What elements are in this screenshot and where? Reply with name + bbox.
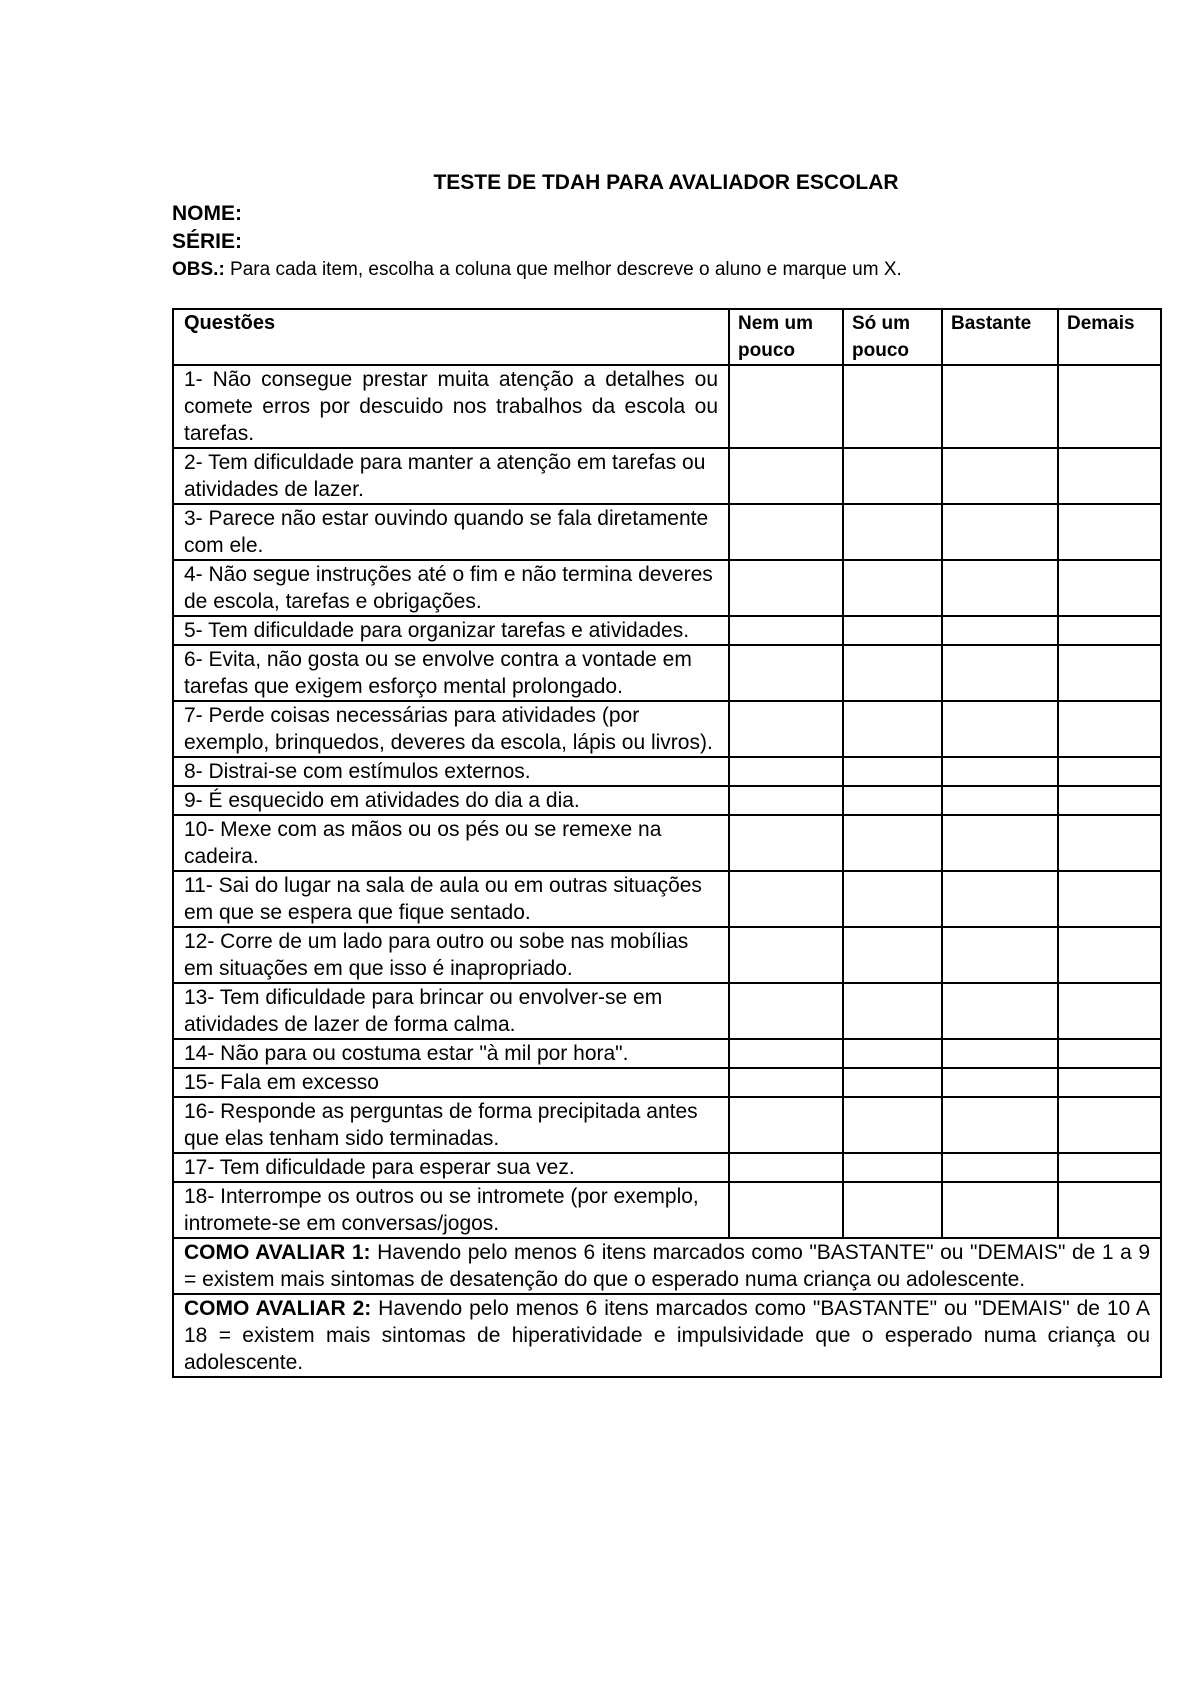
answer-too-much-cell[interactable] — [1058, 1097, 1161, 1153]
column-header-too-much: Demais — [1058, 309, 1161, 365]
table-row — [173, 504, 1161, 560]
table-row — [173, 448, 1161, 504]
answer-a-little-cell[interactable] — [843, 616, 942, 645]
answer-not-at-all-cell[interactable] — [729, 448, 843, 504]
answer-not-at-all-cell[interactable] — [729, 1039, 843, 1068]
evaluation-row-1 — [173, 1238, 1161, 1294]
answer-quite-a-lot-cell[interactable] — [942, 365, 1058, 448]
answer-not-at-all-cell[interactable] — [729, 560, 843, 616]
answer-a-little-cell[interactable] — [843, 927, 942, 983]
answer-quite-a-lot-cell[interactable] — [942, 1039, 1058, 1068]
question-text: 4- Não segue instruções até o fim e não termina deveres de escola, tarefas e obrigações. — [173, 560, 729, 616]
question-text: 12- Corre de um lado para outro ou sobe nas mobílias em situações em que isso é inapropriado. — [173, 927, 729, 983]
table-row — [173, 645, 1161, 701]
answer-too-much-cell[interactable] — [1058, 983, 1161, 1039]
evaluation-row-2 — [173, 1294, 1161, 1377]
answer-quite-a-lot-cell[interactable] — [942, 1182, 1058, 1238]
answer-too-much-cell[interactable] — [1058, 927, 1161, 983]
evaluation-text-1: Havendo pelo menos 6 itens marcados como "BASTANTE" ou "DEMAIS" de 1 a 9 = existem mais sintomas de desatenção do que o esperado numa criança ou adolescente. — [184, 1241, 1151, 1291]
evaluation-label-1: COMO AVALIAR 1: — [184, 1241, 371, 1264]
answer-too-much-cell[interactable] — [1058, 645, 1161, 701]
question-text: 1- Não consegue prestar muita atenção a detalhes ou comete erros por descuido nos trabalhos da escola ou tarefas. — [173, 365, 729, 448]
answer-quite-a-lot-cell[interactable] — [942, 1097, 1058, 1153]
column-header-not-at-all: Nem um pouco — [729, 309, 843, 365]
table-row — [173, 1097, 1161, 1153]
answer-not-at-all-cell[interactable] — [729, 1153, 843, 1182]
table-row — [173, 1182, 1161, 1238]
answer-too-much-cell[interactable] — [1058, 1153, 1161, 1182]
table-row — [173, 871, 1161, 927]
document-header — [172, 170, 1160, 282]
table-row — [173, 560, 1161, 616]
answer-not-at-all-cell[interactable] — [729, 616, 843, 645]
evaluation-label-2: COMO AVALIAR 2: — [184, 1297, 372, 1320]
answer-quite-a-lot-cell[interactable] — [942, 927, 1058, 983]
answer-quite-a-lot-cell[interactable] — [942, 1068, 1058, 1097]
page-title: TESTE DE TDAH PARA AVALIADOR ESCOLAR — [433, 171, 899, 194]
answer-quite-a-lot-cell[interactable] — [942, 871, 1058, 927]
answer-a-little-cell[interactable] — [843, 757, 942, 786]
answer-too-much-cell[interactable] — [1058, 815, 1161, 871]
answer-a-little-cell[interactable] — [843, 504, 942, 560]
answer-a-little-cell[interactable] — [843, 448, 942, 504]
answer-too-much-cell[interactable] — [1058, 1182, 1161, 1238]
answer-quite-a-lot-cell[interactable] — [942, 757, 1058, 786]
questionnaire-table — [172, 308, 1162, 1378]
question-text: 13- Tem dificuldade para brincar ou envolver-se em atividades de lazer de forma calma. — [173, 983, 729, 1039]
answer-quite-a-lot-cell[interactable] — [942, 448, 1058, 504]
question-text: 8- Distrai-se com estímulos externos. — [173, 757, 729, 786]
answer-not-at-all-cell[interactable] — [729, 365, 843, 448]
question-text: 3- Parece não estar ouvindo quando se fala diretamente com ele. — [173, 504, 729, 560]
question-text: 7- Perde coisas necessárias para atividades (por exemplo, brinquedos, deveres da escola, lápis ou livros). — [173, 701, 729, 757]
grade-field-label: SÉRIE: — [172, 230, 243, 253]
name-field-label: NOME: — [172, 202, 242, 225]
answer-a-little-cell[interactable] — [843, 560, 942, 616]
question-text: 5- Tem dificuldade para organizar tarefas e atividades. — [173, 616, 729, 645]
column-header-questions: Questões — [173, 309, 729, 365]
evaluation-text-2: Havendo pelo menos 6 itens marcados como "BASTANTE" ou "DEMAIS" de 10 A 18 = existem mais sintomas de hiperatividade e impulsividade que o esperado numa criança ou adolescente. — [184, 1297, 1150, 1374]
table-row — [173, 1039, 1161, 1068]
answer-quite-a-lot-cell[interactable] — [942, 701, 1058, 757]
answer-a-little-cell[interactable] — [843, 1153, 942, 1182]
answer-quite-a-lot-cell[interactable] — [942, 645, 1058, 701]
answer-not-at-all-cell[interactable] — [729, 701, 843, 757]
evaluation-note-1 — [173, 1238, 1161, 1294]
question-text: 9- É esquecido em atividades do dia a dia. — [173, 786, 729, 815]
question-text: 11- Sai do lugar na sala de aula ou em outras situações em que se espera que fique sentado. — [173, 871, 729, 927]
table-row — [173, 927, 1161, 983]
table-row — [173, 365, 1161, 448]
observation-text: Para cada item, escolha a coluna que melhor descreve o aluno e marque um X. — [224, 259, 902, 280]
answer-a-little-cell[interactable] — [843, 871, 942, 927]
answer-quite-a-lot-cell[interactable] — [942, 983, 1058, 1039]
table-header-row — [173, 309, 1161, 365]
answer-not-at-all-cell[interactable] — [729, 757, 843, 786]
answer-not-at-all-cell[interactable] — [729, 927, 843, 983]
answer-not-at-all-cell[interactable] — [729, 504, 843, 560]
table-row — [173, 701, 1161, 757]
question-text: 17- Tem dificuldade para esperar sua vez. — [173, 1153, 729, 1182]
question-text: 16- Responde as perguntas de forma precipitada antes que elas tenham sido terminadas. — [173, 1097, 729, 1153]
answer-a-little-cell[interactable] — [843, 983, 942, 1039]
answer-too-much-cell[interactable] — [1058, 560, 1161, 616]
column-header-quite-a-lot: Bastante — [942, 309, 1058, 365]
answer-quite-a-lot-cell[interactable] — [942, 1153, 1058, 1182]
column-header-a-little: Só um pouco — [843, 309, 942, 365]
table-row — [173, 983, 1161, 1039]
answer-not-at-all-cell[interactable] — [729, 1068, 843, 1097]
question-text: 10- Mexe com as mãos ou os pés ou se remexe na cadeira. — [173, 815, 729, 871]
question-text: 6- Evita, não gosta ou se envolve contra a vontade em tarefas que exigem esforço mental prolongado. — [173, 645, 729, 701]
answer-too-much-cell[interactable] — [1058, 1039, 1161, 1068]
answer-quite-a-lot-cell[interactable] — [942, 815, 1058, 871]
observation-label: OBS.: — [172, 259, 225, 280]
answer-not-at-all-cell[interactable] — [729, 871, 843, 927]
answer-quite-a-lot-cell[interactable] — [942, 786, 1058, 815]
table-row — [173, 616, 1161, 645]
answer-quite-a-lot-cell[interactable] — [942, 616, 1058, 645]
answer-a-little-cell[interactable] — [843, 365, 942, 448]
answer-not-at-all-cell[interactable] — [729, 815, 843, 871]
answer-too-much-cell[interactable] — [1058, 757, 1161, 786]
question-text: 18- Interrompe os outros ou se intromete (por exemplo, intromete-se em conversas/jogos. — [173, 1182, 729, 1238]
answer-a-little-cell[interactable] — [843, 1182, 942, 1238]
table-row — [173, 757, 1161, 786]
answer-quite-a-lot-cell[interactable] — [942, 560, 1058, 616]
question-rows — [173, 365, 1161, 1238]
question-text: 15- Fala em excesso — [173, 1068, 729, 1097]
table-row — [173, 815, 1161, 871]
answer-too-much-cell[interactable] — [1058, 871, 1161, 927]
answer-a-little-cell[interactable] — [843, 1097, 942, 1153]
answer-too-much-cell[interactable] — [1058, 616, 1161, 645]
answer-not-at-all-cell[interactable] — [729, 983, 843, 1039]
answer-a-little-cell[interactable] — [843, 1039, 942, 1068]
answer-not-at-all-cell[interactable] — [729, 786, 843, 815]
answer-too-much-cell[interactable] — [1058, 1068, 1161, 1097]
answer-a-little-cell[interactable] — [843, 815, 942, 871]
question-text: 2- Tem dificuldade para manter a atenção em tarefas ou atividades de lazer. — [173, 448, 729, 504]
answer-too-much-cell[interactable] — [1058, 786, 1161, 815]
table-row — [173, 786, 1161, 815]
answer-not-at-all-cell[interactable] — [729, 1097, 843, 1153]
answer-a-little-cell[interactable] — [843, 786, 942, 815]
answer-not-at-all-cell[interactable] — [729, 1182, 843, 1238]
answer-a-little-cell[interactable] — [843, 645, 942, 701]
answer-too-much-cell[interactable] — [1058, 504, 1161, 560]
answer-a-little-cell[interactable] — [843, 1068, 942, 1097]
answer-too-much-cell[interactable] — [1058, 365, 1161, 448]
answer-too-much-cell[interactable] — [1058, 701, 1161, 757]
table-row — [173, 1068, 1161, 1097]
answer-not-at-all-cell[interactable] — [729, 645, 843, 701]
table-row — [173, 1153, 1161, 1182]
evaluation-note-2 — [173, 1294, 1161, 1377]
question-text: 14- Não para ou costuma estar "à mil por hora". — [173, 1039, 729, 1068]
answer-too-much-cell[interactable] — [1058, 448, 1161, 504]
answer-a-little-cell[interactable] — [843, 701, 942, 757]
observation-note — [172, 258, 1160, 282]
answer-quite-a-lot-cell[interactable] — [942, 504, 1058, 560]
